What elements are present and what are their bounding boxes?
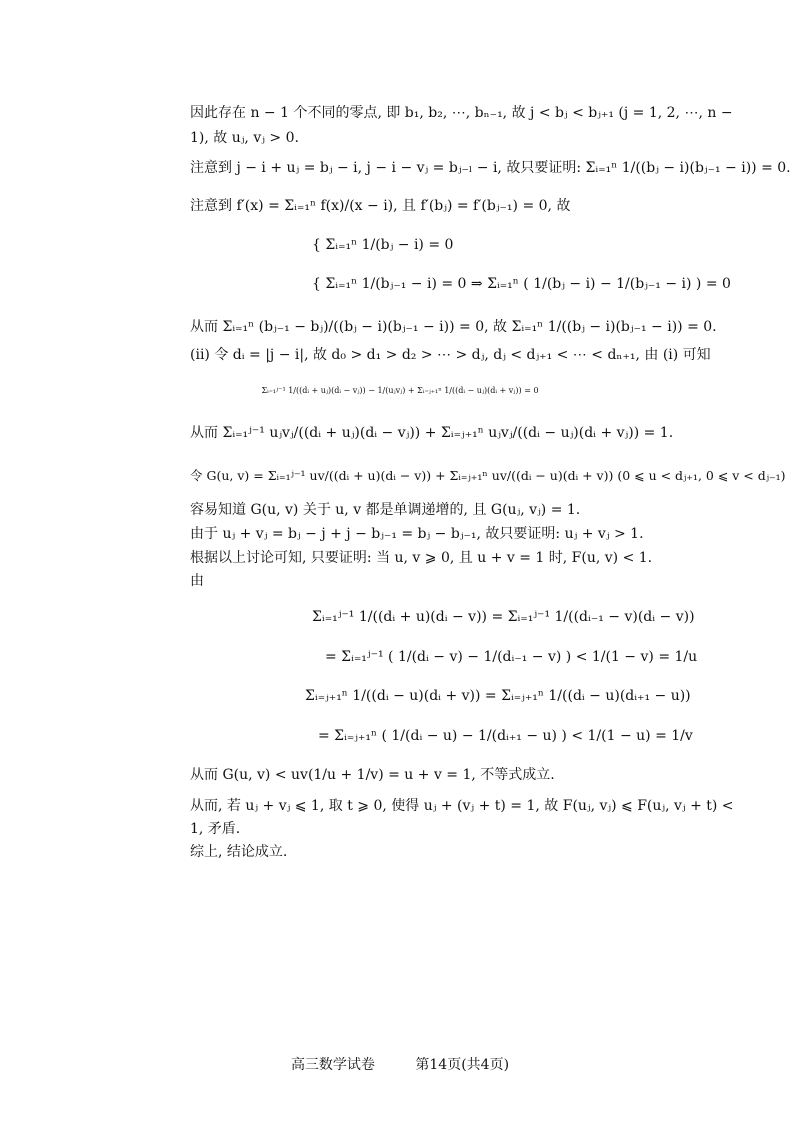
text-line-13: 从而 G(u, v) < uv(1/u + 1/v) = u + v = 1, 不等式成立. [190, 767, 555, 783]
text-line-2: 1), 故 uⱼ, vⱼ > 0. [190, 130, 299, 146]
page-footer [0, 1054, 800, 1074]
footer-page-number: 第14页(共4页) [415, 1057, 510, 1073]
text-line-1: 因此存在 n − 1 个不同的零点, 即 b₁, b₂, ⋯, bₙ₋₁, 故 j < bⱼ < bⱼ₊₁ (j = 1, 2, ⋯, n − [190, 105, 733, 121]
text-line-11: 根据以上讨论可知, 只要证明: 当 u, v ⩾ 0, 且 u + v = 1 时, F(u, v) < 1. [190, 550, 653, 566]
text-line-14: 从而, 若 uⱼ + vⱼ ⩽ 1, 取 t ⩾ 0, 使得 uⱼ + (vⱼ + t) = 1, 故 F(uⱼ, vⱼ) ⩽ F(uⱼ, vⱼ + t) < [190, 798, 734, 814]
text-line-8: 令 G(u, v) = Σᵢ₌₁ʲ⁻¹ uv/((dᵢ + u)(dᵢ − v)) + Σᵢ₌ⱼ₊₁ⁿ uv/((dᵢ − u)(dᵢ + v)) (0 ⩽ u < dⱼ₊₁, 0 ⩽ v < dⱼ₋₁) [190, 468, 786, 483]
footer-subject: 高三数学试卷 [290, 1057, 375, 1073]
text-line-15: 1, 矛盾. [190, 821, 241, 837]
derivation-line-4: = Σᵢ₌ⱼ₊₁ⁿ ( 1/(dᵢ − u) − 1/(dᵢ₊₁ − u) ) < 1/(1 − u) = 1/v [318, 728, 693, 744]
equation-1: Σᵢ₌₁ʲ⁻¹ 1/((dᵢ + uⱼ)(dᵢ − vⱼ)) − 1/(uⱼvⱼ) + Σᵢ₌ⱼ₊₁ⁿ 1/((dᵢ − uⱼ)(dᵢ + vⱼ)) = 0 [261, 386, 539, 395]
text-line-5: 从而 Σᵢ₌₁ⁿ (bⱼ₋₁ − bⱼ)/((bⱼ − i)(bⱼ₋₁ − i)) = 0, 故 Σᵢ₌₁ⁿ 1/((bⱼ − i)(bⱼ₋₁ − i)) = 0. [190, 319, 717, 335]
derivation-line-2: = Σᵢ₌₁ʲ⁻¹ ( 1/(dᵢ − v) − 1/(dᵢ₋₁ − v) ) < 1/(1 − v) = 1/u [325, 649, 698, 665]
system-line-2: { Σᵢ₌₁ⁿ 1/(bⱼ₋₁ − i) = 0 ⇒ Σᵢ₌₁ⁿ ( 1/(bⱼ − i) − 1/(bⱼ₋₁ − i) ) = 0 [312, 276, 731, 292]
system-line-1: { Σᵢ₌₁ⁿ 1/(bⱼ − i) = 0 [312, 237, 454, 253]
text-line-9: 容易知道 G(u, v) 关于 u, v 都是单调递增的, 且 G(uⱼ, vⱼ) = 1. [190, 502, 581, 518]
text-line-4: 注意到 f′(x) = Σᵢ₌₁ⁿ f(x)/(x − i), 且 f′(bⱼ) = f′(bⱼ₋₁) = 0, 故 [190, 198, 571, 214]
derivation-line-1: Σᵢ₌₁ʲ⁻¹ 1/((dᵢ + u)(dᵢ − v)) = Σᵢ₌₁ʲ⁻¹ 1/((dᵢ₋₁ − v)(dᵢ − v)) [312, 609, 695, 625]
text-line-16: 综上, 结论成立. [190, 844, 288, 860]
text-line-3: 注意到 j − i + uⱼ = bⱼ − i, j − i − vⱼ = bⱼ₋ₗ − i, 故只要证明: Σᵢ₌₁ⁿ 1/((bⱼ − i)(bⱼ₋₁ − i)) = 0. [190, 160, 791, 176]
text-line-10: 由于 uⱼ + vⱼ = bⱼ − j + j − bⱼ₋₁ = bⱼ − bⱼ₋₁, 故只要证明: uⱼ + vⱼ > 1. [190, 526, 644, 542]
text-line-6: (ii) 令 dᵢ = |j − i|, 故 d₀ > d₁ > d₂ > ⋯ > dⱼ, dⱼ < dⱼ₊₁ < ⋯ < dₙ₊₁, 由 (i) 可知 [190, 347, 711, 363]
derivation-line-3: Σᵢ₌ⱼ₊₁ⁿ 1/((dᵢ − u)(dᵢ + v)) = Σᵢ₌ⱼ₊₁ⁿ 1/((dᵢ − u)(dᵢ₊₁ − u)) [305, 688, 691, 704]
text-line-7: 从而 Σᵢ₌₁ʲ⁻¹ uⱼvⱼ/((dᵢ + uⱼ)(dᵢ − vⱼ)) + Σᵢ₌ⱼ₊₁ⁿ uⱼvⱼ/((dᵢ − uⱼ)(dᵢ + vⱼ)) = 1. [190, 425, 674, 441]
text-line-12: 由 [190, 573, 204, 589]
